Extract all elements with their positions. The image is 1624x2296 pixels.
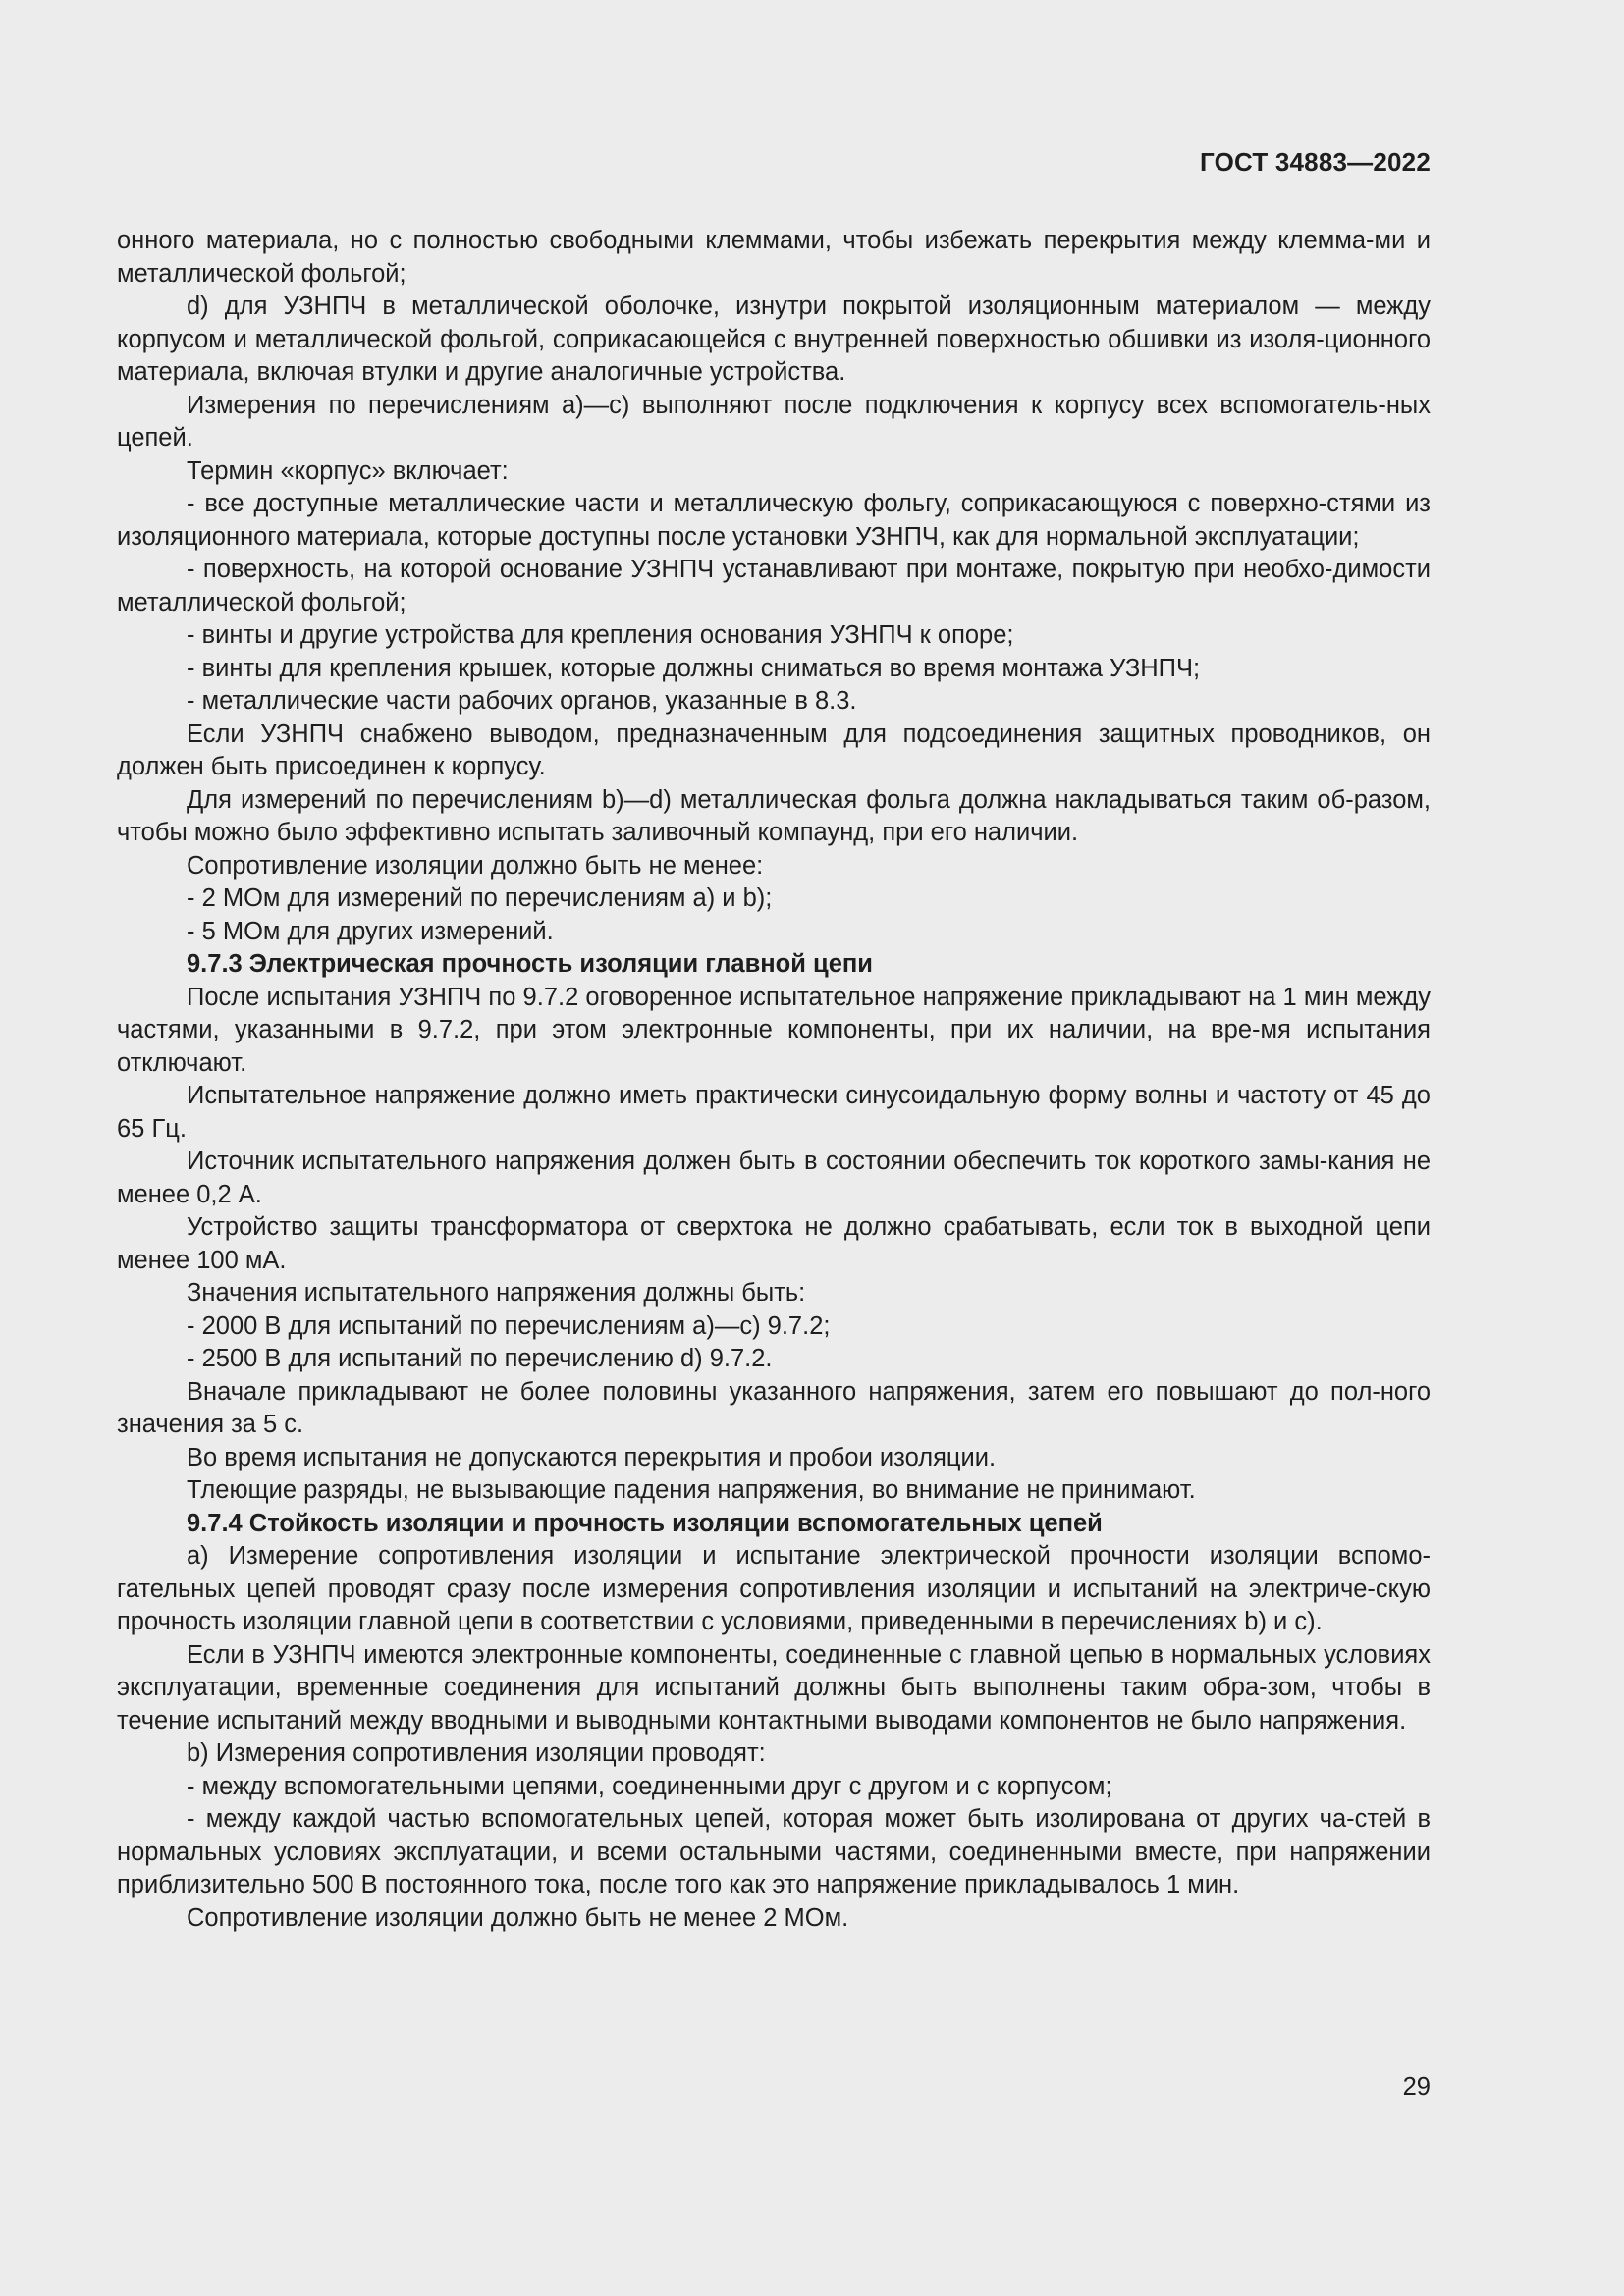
body-paragraph: - винты и другие устройства для крепления основания УЗНПЧ к опоре; (187, 621, 1014, 649)
body-paragraph: Термин «корпус» включает: (187, 456, 509, 485)
page-number: 29 (1402, 2073, 1431, 2101)
body-paragraph: онного материала, но с полностью свободными клеммами, чтобы избежать перекрытия между клемма-ми и металлической фольгой; (117, 227, 1431, 288)
body-paragraph: Измерения по перечислениям а)—с) выполняют после подключения к корпусу всех вспомогатель-ных цепей. (117, 391, 1431, 452)
body-paragraph: Испытательное напряжение должно иметь практически синусоидальную форму волны и частоту от 45 до 65 Гц. (117, 1082, 1431, 1143)
body-paragraph: - 2000 В для испытаний по перечислениям а)—с) 9.7.2; (187, 1311, 831, 1340)
body-paragraph: - винты для крепления крышек, которые должны сниматься во время монтажа УЗНПЧ; (187, 654, 1201, 682)
body-paragraph: - металлические части рабочих органов, указанные в 8.3. (187, 687, 857, 715)
body-paragraph: Если в УЗНПЧ имеются электронные компоненты, соединенные с главной цепью в нормальных условиях эксплуатации, временные соединения для испытаний должны быть выполнены таким обра-зом, чтобы в течение испытаний между вводными и выводными контактными выводами компонентов не было напряжения. (117, 1640, 1431, 1735)
body-paragraph: Во время испытания не допускаются перекрытия и пробои изоляции. (187, 1443, 997, 1471)
body-paragraph: Сопротивление изоляции должно быть не менее 2 МОм. (187, 1903, 849, 1932)
section-heading: 9.7.3 Электрическая прочность изоляции главной цепи (187, 950, 873, 978)
body-paragraph: Для измерений по перечислениям b)—d) металлическая фольга должна накладываться таким об-разом, чтобы можно было эффективно испытать заливочный компаунд, при его наличии. (117, 785, 1431, 846)
section-heading: 9.7.4 Стойкость изоляции и прочность изоляции вспомогательных цепей (187, 1509, 1103, 1537)
body-paragraph: Источник испытательного напряжения должен быть в состоянии обеспечить ток короткого замы-кания не менее 0,2 А. (117, 1148, 1431, 1208)
body-paragraph: - между вспомогательными цепями, соединенными друг с другом и с корпусом; (187, 1772, 1112, 1800)
body-paragraph: Если УЗНПЧ снабжено выводом, предназначенным для подсоединения защитных проводников, он должен быть присоединен к корпусу. (117, 720, 1431, 780)
body-paragraph: - поверхность, на которой основание УЗНПЧ устанавливают при монтаже, покрытую при необхо-димости металлической фольгой; (117, 556, 1431, 616)
body-paragraph: Тлеющие разряды, не вызывающие падения напряжения, во внимание не принимают. (187, 1476, 1196, 1504)
body-paragraph: d) для УЗНПЧ в металлической оболочке, изнутри покрытой изоляционным материалом — между корпусом и металлической фольгой, соприкасающейся с внутренней поверхностью обшивки из изоля-ционного материала, включая втулки и другие аналогичные устройства. (117, 293, 1431, 386)
body-paragraph: b) Измерения сопротивления изоляции проводят: (187, 1739, 766, 1767)
body-paragraph: - 5 МОм для других измерений. (187, 917, 554, 945)
body-paragraph: Устройство защиты трансформатора от сверхтока не должно срабатывать, если ток в выходной цепи менее 100 мА. (117, 1213, 1431, 1274)
body-paragraph: Сопротивление изоляции должно быть не менее: (187, 851, 764, 880)
body-paragraph: - все доступные металлические части и металлическую фольгу, соприкасающуюся с поверхно-стями из изоляционного материала, которые доступны после установки УЗНПЧ, как для нормальной эксплуатации; (117, 490, 1431, 551)
body-paragraph: Вначале прикладывают не более половины указанного напряжения, затем его повышают до пол-ного значения за 5 с. (117, 1377, 1431, 1438)
body-paragraph: - 2 МОм для измерений по перечислениям а) и b); (187, 884, 773, 912)
document-body (117, 225, 1431, 1935)
body-paragraph: - между каждой частью вспомогательных цепей, которая может быть изолирована от других ча-стей в нормальных условиях эксплуатации, и всеми остальными частями, соединенными вместе, при напряжении приблизительно 500 В постоянного тока, после того как это напряжение прикладывалось 1 мин. (117, 1805, 1431, 1898)
body-paragraph: а) Измерение сопротивления изоляции и испытание электрической прочности изоляции вспомо-гательных цепей проводят сразу после измерения сопротивления изоляции и испытаний на электриче-скую прочность изоляции главной цепи в соответствии с условиями, приведенными в перечислениях b) и с). (117, 1542, 1431, 1635)
body-paragraph: - 2500 В для испытаний по перечислению d) 9.7.2. (187, 1345, 773, 1372)
body-paragraph: После испытания УЗНПЧ по 9.7.2 оговоренное испытательное напряжение прикладывают на 1 мин между частями, указанными в 9.7.2, при этом электронные компоненты, при их наличии, на вре-мя испытания отключают. (117, 983, 1431, 1077)
body-paragraph: Значения испытательного напряжения должны быть: (187, 1279, 806, 1307)
document-header-id: ГОСТ 34883—2022 (1200, 147, 1431, 177)
